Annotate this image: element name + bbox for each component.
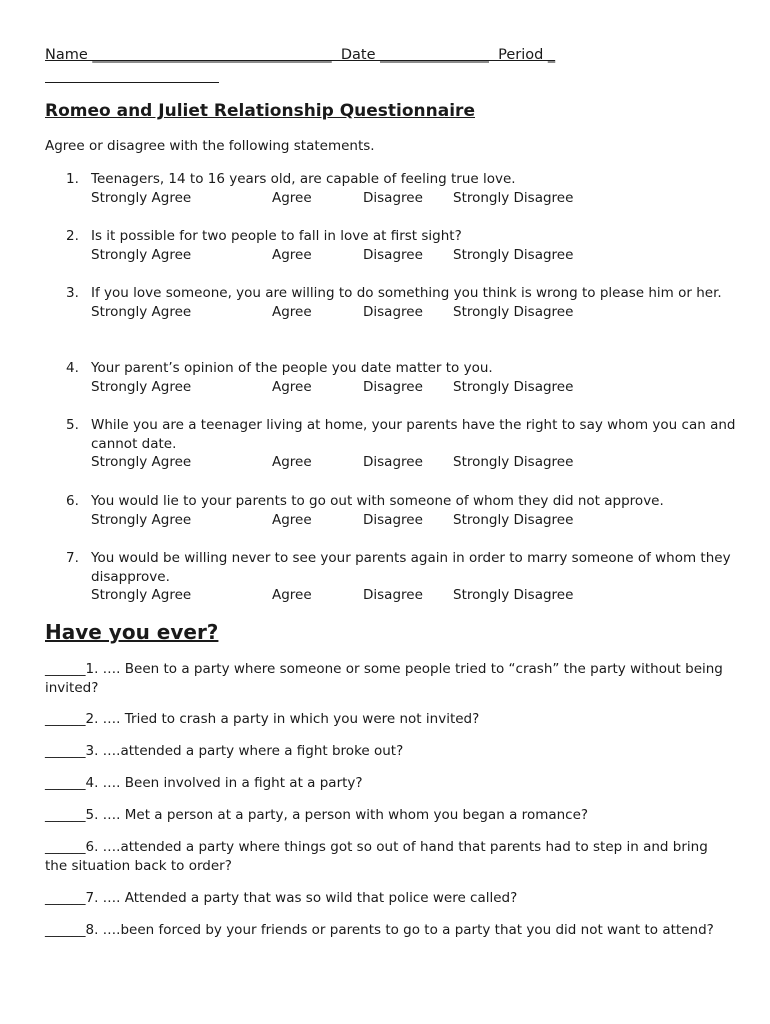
have-you-ever-item: ______6. ….attended a party where things got so out of hand that parents had to step in and bring the situation back to order?: [45, 839, 708, 874]
have-you-ever-item: ______4. …. Been involved in a fight at a party?: [45, 775, 363, 791]
period-blank-line: [45, 82, 219, 83]
choice-strongly-agree: Strongly Agree: [91, 511, 192, 528]
choice-agree: Agree: [272, 378, 312, 395]
choice-disagree: Disagree: [363, 511, 423, 528]
statement-text: Your parent’s opinion of the people you date matter to you.: [91, 360, 493, 376]
instructions: Agree or disagree with the following statements.: [45, 138, 375, 154]
statement-number: 6.: [66, 493, 79, 509]
have-you-ever-item: ______2. …. Tried to crash a party in which you were not invited?: [45, 711, 480, 727]
statement-item: [66, 284, 736, 322]
choice-strongly-agree: Strongly Agree: [91, 454, 192, 470]
choice-disagree: Disagree: [363, 587, 423, 603]
choice-strongly-agree: Strongly Agree: [91, 189, 192, 206]
choice-disagree: Disagree: [363, 303, 423, 320]
choice-strongly-disagree: Strongly Disagree: [453, 189, 574, 206]
have-you-ever-item: ______8. ….been forced by your friends or parents to go to a party that you did not want to attend?: [45, 922, 714, 938]
statement-number: 4.: [66, 360, 79, 376]
statement-item: [66, 359, 736, 397]
statement-item: [66, 170, 736, 208]
agreement-scale: [91, 453, 736, 472]
agreement-scale: [91, 511, 736, 530]
choice-agree: Agree: [272, 587, 312, 603]
statement-text: You would be willing never to see your parents again in order to marry someone of whom they disapprove.: [91, 550, 731, 585]
statement-item: [66, 416, 736, 472]
choice-strongly-disagree: Strongly Disagree: [453, 246, 574, 263]
agreement-scale: [91, 303, 736, 322]
agreement-scale: [91, 246, 736, 265]
choice-strongly-disagree: Strongly Disagree: [453, 587, 574, 603]
statement-number: 3.: [66, 285, 79, 301]
choice-agree: Agree: [272, 189, 312, 206]
choice-strongly-agree: Strongly Agree: [91, 303, 192, 320]
statement-item: [66, 492, 736, 530]
worksheet-title: Romeo and Juliet Relationship Questionnaire: [45, 101, 475, 121]
statement-number: 1.: [66, 171, 79, 187]
choice-disagree: Disagree: [363, 189, 423, 206]
statement-number: 2.: [66, 228, 79, 244]
statement-text: While you are a teenager living at home, your parents have the right to say whom you can and cannot date.: [91, 417, 736, 452]
choice-agree: Agree: [272, 303, 312, 320]
statement-number: 5.: [66, 417, 79, 433]
choice-agree: Agree: [272, 511, 312, 528]
have-you-ever-item: ______7. …. Attended a party that was so wild that police were called?: [45, 890, 518, 906]
have-you-ever-item: ______1. …. Been to a party where someone or some people tried to “crash” the party without being invited?: [45, 661, 723, 696]
choice-disagree: Disagree: [363, 454, 423, 470]
have-you-ever-item: ______3. ….attended a party where a fight broke out?: [45, 743, 404, 759]
agreement-scale: [91, 189, 736, 208]
choice-strongly-disagree: Strongly Disagree: [453, 511, 574, 528]
choice-agree: Agree: [272, 246, 312, 263]
choice-strongly-disagree: Strongly Disagree: [453, 454, 574, 470]
agreement-scale: [91, 378, 736, 397]
agreement-scale: [91, 586, 736, 605]
statement-item: [66, 549, 736, 605]
statement-number: 7.: [66, 550, 79, 566]
choice-strongly-disagree: Strongly Disagree: [453, 303, 574, 320]
choice-agree: Agree: [272, 454, 312, 470]
statement-text: If you love someone, you are willing to do something you think is wrong to please him or her.: [91, 285, 722, 301]
choice-disagree: Disagree: [363, 378, 423, 395]
statement-text: Teenagers, 14 to 16 years old, are capable of feeling true love.: [91, 171, 516, 187]
student-info-line: Name _________________________________ Date _______________ Period _: [45, 47, 556, 63]
choice-strongly-agree: Strongly Agree: [91, 587, 192, 603]
statement-text: Is it possible for two people to fall in love at first sight?: [91, 228, 462, 244]
choice-strongly-disagree: Strongly Disagree: [453, 378, 574, 395]
choice-strongly-agree: Strongly Agree: [91, 378, 192, 395]
choice-strongly-agree: Strongly Agree: [91, 246, 192, 263]
statement-text: You would lie to your parents to go out with someone of whom they did not approve.: [91, 493, 664, 509]
section-title-have-you-ever: Have you ever?: [45, 620, 219, 644]
have-you-ever-item: ______5. …. Met a person at a party, a person with whom you began a romance?: [45, 807, 589, 823]
choice-disagree: Disagree: [363, 246, 423, 263]
statement-item: [66, 227, 736, 265]
